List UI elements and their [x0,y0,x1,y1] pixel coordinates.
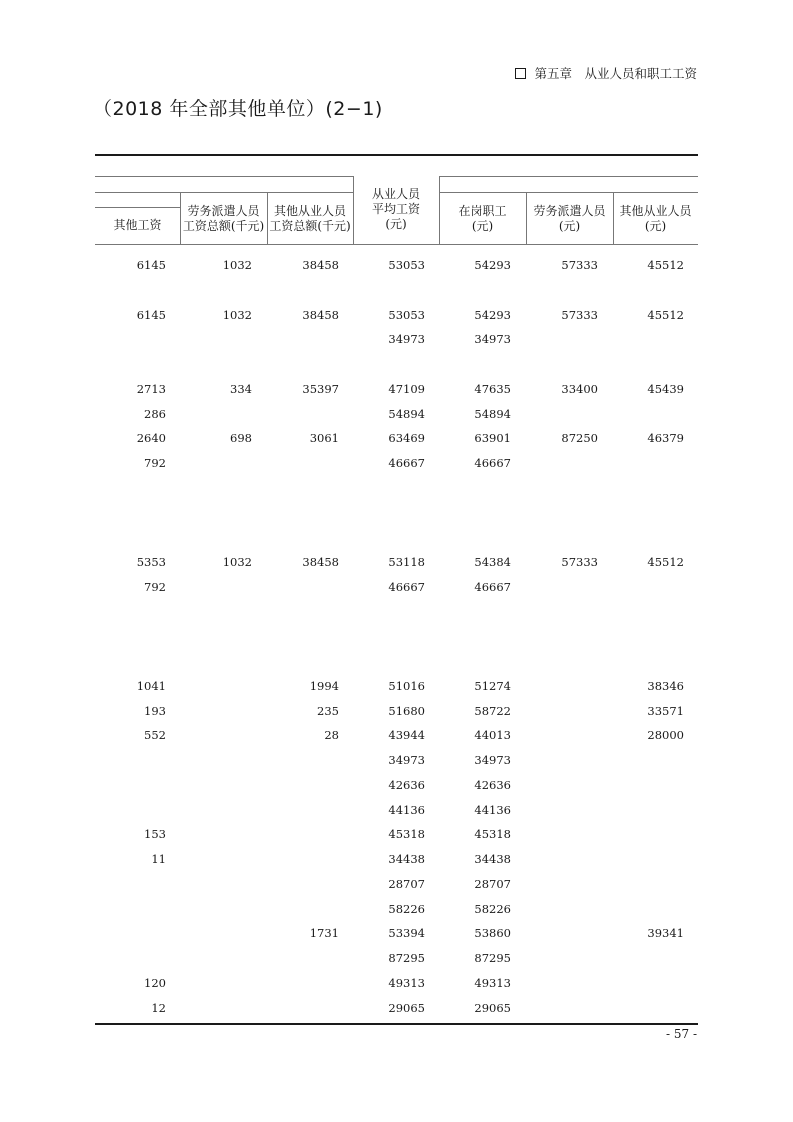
table-cell: 286 [144,406,166,421]
square-icon [515,68,526,79]
table-cell: 49313 [474,975,511,990]
table-cell: 87295 [388,951,425,965]
table-cell: 34973 [388,332,425,347]
table-cell: 44136 [474,802,511,817]
table-cell: 45512 [647,307,684,322]
table-cell: 34973 [474,332,511,347]
table-cell: 1032 [222,258,252,272]
column-header-line: (元) [471,219,494,233]
table-cell: 54894 [388,406,425,421]
table-cell: 28707 [388,876,425,891]
table-cell: 2640 [136,431,166,446]
table-cell: 58226 [388,901,425,916]
table-cell: 34973 [388,753,425,767]
table-cell: 334 [230,381,252,396]
column-header [439,204,526,234]
table-cell: 54293 [474,258,511,272]
table-cell: 38346 [647,678,684,693]
column-header-line: (元) [558,219,581,233]
table-cell: 53118 [388,555,425,569]
column-header-line: 其他从业人员 [619,204,692,218]
table-cell: 53860 [474,926,511,941]
table-cell: 43944 [388,728,425,743]
table-cell: 63469 [388,431,425,446]
table-cell: 53053 [388,307,425,322]
table-cell: 44136 [388,802,425,817]
table-cell: 38458 [302,555,339,569]
table-cell: 57333 [561,555,598,569]
table-cell: 54293 [474,307,511,322]
table-cell: 34438 [388,852,425,866]
column-header-line: 其他从业人员 [273,204,346,218]
table-cell: 47635 [474,381,511,396]
top-rule [95,154,698,156]
column-header [267,204,353,234]
table-cell: 235 [317,703,339,718]
table-cell: 45512 [647,258,684,272]
table-cell: 193 [144,703,166,718]
table-cell: 51016 [388,678,425,693]
table-cell: 42636 [474,777,511,792]
table-cell: 1032 [222,307,252,322]
table-cell: 45512 [647,555,684,569]
bottom-rule [95,1023,698,1025]
column-header-line: 劳务派遣人员 [533,204,606,218]
column-header-line: (元) [644,219,667,233]
column-header [180,204,267,234]
table-cell: 33400 [561,381,598,396]
header-rule-bottom [95,244,698,245]
table-cell: 87250 [561,431,598,446]
table-cell: 46667 [388,456,425,470]
table-cell: 34973 [474,753,511,767]
header-rule-upper [95,176,353,177]
table-cell: 46379 [647,431,684,446]
table-cell: 47109 [388,381,425,396]
table-cell: 29065 [474,1000,511,1015]
table-cell: 57333 [561,258,598,272]
table-cell: 45439 [647,381,684,396]
table-cell: 792 [144,579,166,594]
column-header [613,204,698,234]
table-cell: 120 [144,975,166,990]
table-cell: 49313 [388,975,425,990]
table-cell: 46667 [474,579,511,594]
page-title: （2018 年全部其他单位）(2−1) [93,98,383,120]
table-cell: 11 [151,852,166,866]
column-header [353,187,439,232]
table-cell: 1731 [309,926,339,941]
column-header-line: 在岗职工 [458,204,507,218]
header-rule-upper [439,176,698,177]
column-header-line: 平均工资 [371,202,420,216]
table-cell: 1041 [136,678,166,693]
header-rule-middle [439,192,698,193]
table-cell: 87295 [474,951,511,965]
chapter-title: 第五章 从业人员和职工工资 [534,66,697,81]
table-cell: 792 [144,456,166,470]
chapter-header [515,64,697,82]
table-cell: 53053 [388,258,425,272]
column-header-line: 其他工资 [113,218,162,232]
column-header-line: 劳务派遣人员 [187,204,260,218]
table-cell: 38458 [302,307,339,322]
table-cell: 46667 [474,456,511,470]
table-cell: 33571 [647,703,684,718]
table-cell: 54894 [474,406,511,421]
table-cell: 1994 [309,678,339,693]
table-cell: 54384 [474,555,511,569]
table-cell: 6145 [136,307,166,322]
table-cell: 1032 [222,555,252,569]
table-cell: 6145 [136,258,166,272]
table-cell: 44013 [474,728,511,743]
table-cell: 12 [151,1000,166,1015]
column-header-line: 工资总额(千元) [269,219,351,233]
table-cell: 39341 [647,926,684,941]
header-rule-middle [95,192,353,193]
table-cell: 29065 [388,1000,425,1015]
table-cell: 57333 [561,307,598,322]
page-number: - 57 - [665,1027,697,1041]
table-cell: 2713 [136,381,166,396]
table-cell: 51274 [474,678,511,693]
table-cell: 5353 [136,555,166,569]
column-header-line: 工资总额(千元) [182,219,265,233]
table-cell: 53394 [388,926,425,941]
table-cell: 51680 [388,703,425,718]
table-cell: 28707 [474,876,511,891]
table-cell: 3061 [309,431,339,446]
column-header-line: (元) [385,217,407,231]
table-cell: 35397 [302,381,339,396]
table-cell: 45318 [474,827,511,842]
table-cell: 38458 [302,258,339,272]
table-cell: 552 [144,728,166,743]
table-cell: 58226 [474,901,511,916]
column-header [526,204,613,234]
table-cell: 28000 [647,728,684,743]
column-header-line: 从业人员 [371,187,420,201]
table-cell: 45318 [388,827,425,842]
table-cell: 63901 [474,431,511,446]
table-cell: 34438 [474,852,511,866]
table-cell: 58722 [474,703,511,718]
table-cell: 42636 [388,777,425,792]
table-cell: 28 [324,728,339,743]
table-cell: 153 [144,827,166,842]
column-header [95,218,180,233]
table-cell: 698 [230,431,252,446]
header-rule-lower [95,207,181,208]
table-cell: 46667 [388,579,425,594]
